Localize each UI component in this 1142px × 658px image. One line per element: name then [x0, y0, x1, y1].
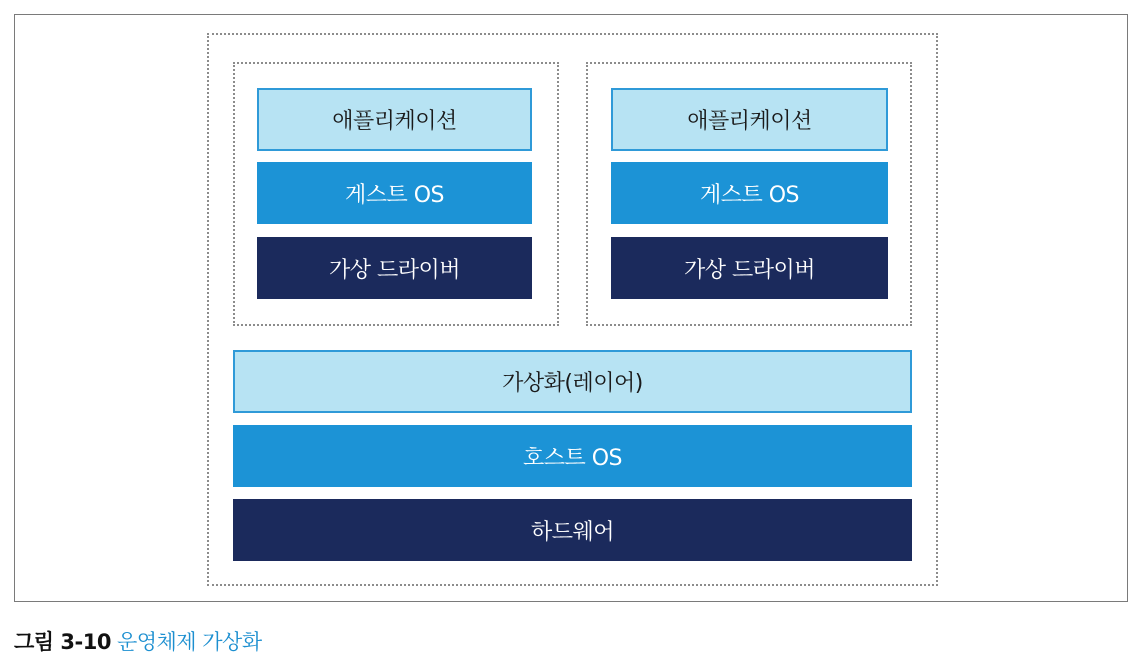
virtualization-layer: 가상화(레이어) [233, 350, 912, 413]
figure-caption [14, 626, 262, 656]
vm2-guest-os-layer: 게스트 OS [611, 162, 888, 224]
vm1-application-layer: 애플리케이션 [257, 88, 532, 151]
vm2-virtual-driver-layer: 가상 드라이버 [611, 237, 888, 299]
vm1-guest-os-layer: 게스트 OS [257, 162, 532, 224]
figure-title: 운영체제 가상화 [116, 630, 262, 654]
hardware-layer: 하드웨어 [233, 499, 912, 561]
vm2-application-layer: 애플리케이션 [611, 88, 888, 151]
figure-number: 그림 3-10 [14, 630, 111, 654]
host-os-layer: 호스트 OS [233, 425, 912, 487]
vm1-virtual-driver-layer: 가상 드라이버 [257, 237, 532, 299]
